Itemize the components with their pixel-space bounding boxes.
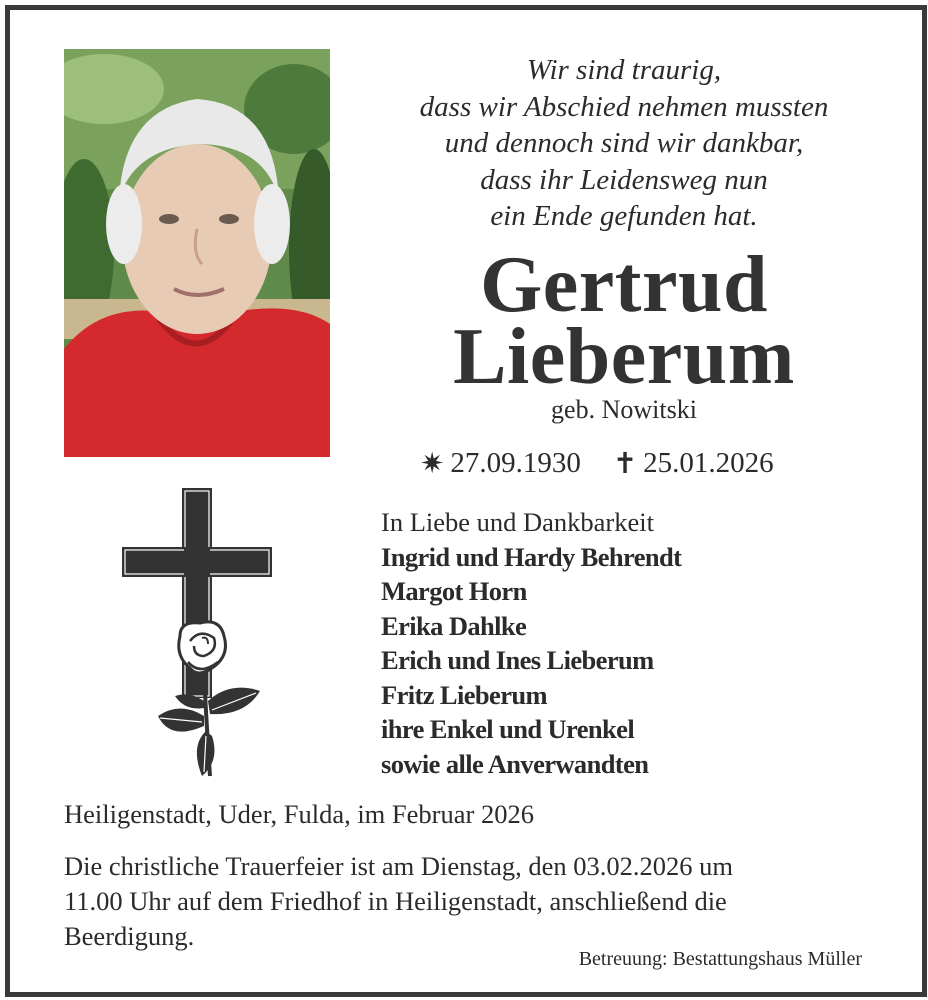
notice-line: 11.00 Uhr auf dem Friedhof in Heiligenstadt, anschließend die: [64, 886, 727, 916]
portrait-photo: [64, 49, 330, 457]
family-list: [381, 505, 681, 781]
place-date: Heiligenstadt, Uder, Fulda, im Februar 2026: [64, 799, 534, 829]
portrait-illustration: [64, 49, 330, 457]
family-member: sowie alle Anverwandten: [381, 748, 649, 779]
family-member: Erika Dahlke: [381, 610, 527, 641]
notice-line: Beerdigung.: [64, 921, 195, 951]
poem-line: dass ihr Leidensweg nun: [480, 163, 768, 196]
last-name: Lieberum: [453, 313, 795, 401]
family-intro: In Liebe und Dankbarkeit: [381, 507, 654, 537]
funeral-notice: [64, 849, 864, 954]
poem-line: dass wir Abschied nehmen mussten: [419, 90, 829, 123]
first-name: Gertrud: [480, 241, 768, 329]
life-dates: [420, 446, 774, 481]
family-member: Erich und Ines Lieberum: [381, 645, 654, 675]
poem-line: ein Ende gefunden hat.: [490, 200, 758, 232]
undertaker-credit: Betreuung: Bestattungshaus Müller: [578, 948, 862, 970]
notice-line: Die christliche Trauerfeier ist am Dienstag, den 03.02.2026 um: [64, 851, 733, 881]
cross-with-rose-icon: [120, 486, 290, 786]
family-member: Fritz Lieberum: [381, 679, 547, 710]
poem: [360, 52, 888, 235]
family-member: Margot Horn: [381, 576, 527, 606]
death-cross-icon: ✝: [612, 448, 638, 480]
family-member: Ingrid und Hardy Behrendt: [381, 541, 682, 572]
poem-line: Wir sind traurig,: [526, 54, 722, 86]
birth-date: 27.09.1930: [450, 447, 581, 479]
poem-line: und dennoch sind wir dankbar,: [444, 127, 804, 159]
family-member: ihre Enkel und Urenkel: [381, 714, 635, 744]
birth-name: geb. Nowitski: [551, 395, 697, 424]
death-date: 25.01.2026: [643, 447, 774, 479]
birth-star-icon: ✷: [420, 448, 445, 480]
